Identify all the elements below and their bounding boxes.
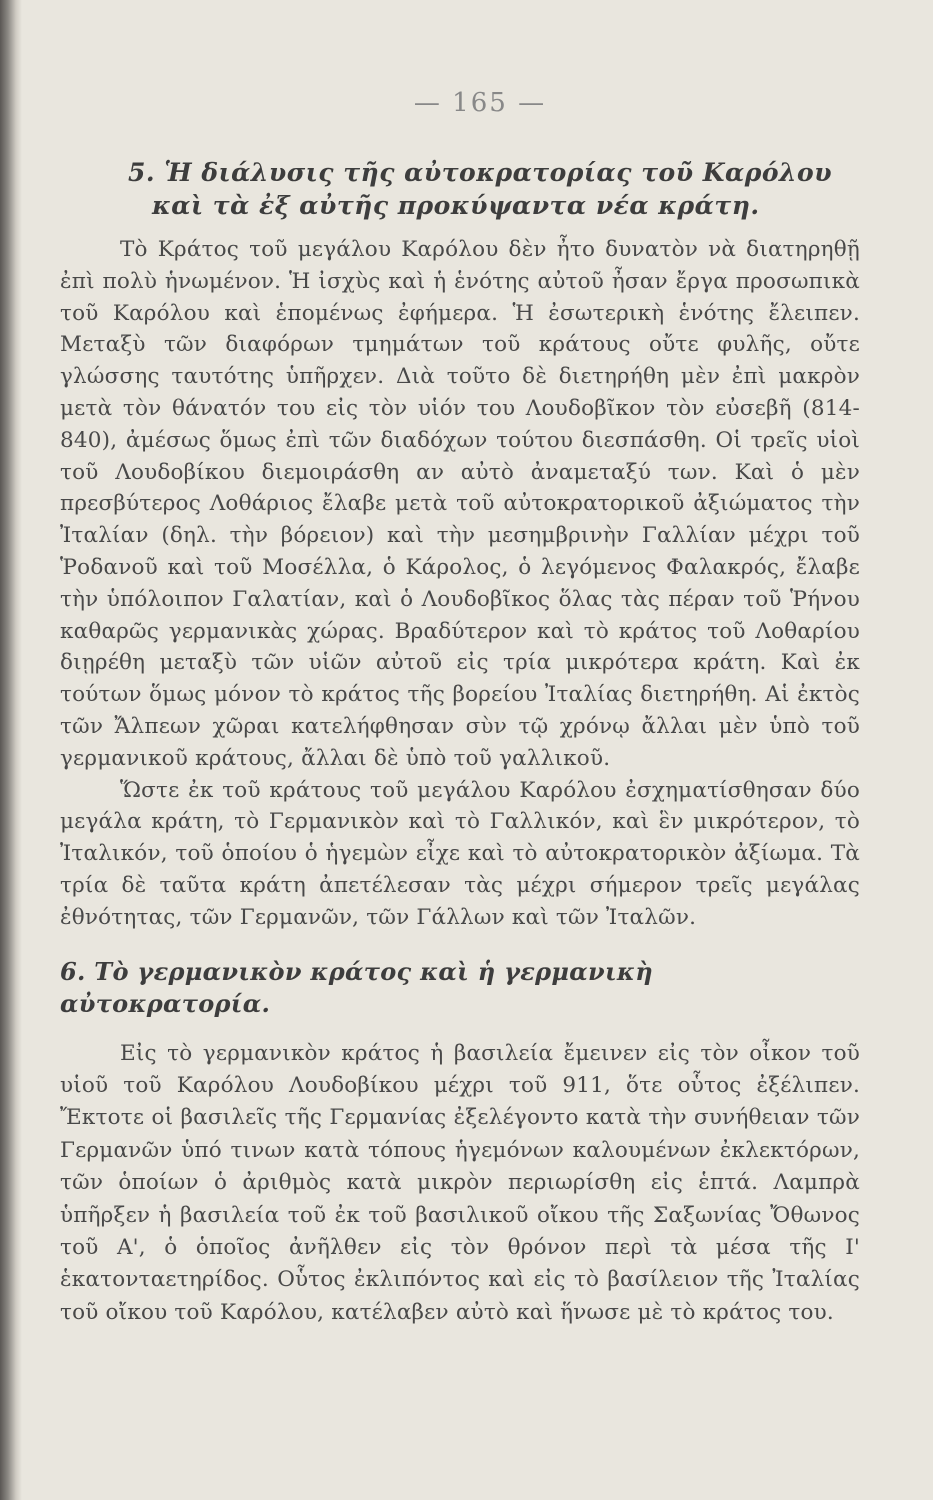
section-5-heading-line-1: 5. Ἡ διάλυσις τῆς αὐτοκρατορίας τοῦ Καρόλου [128, 158, 833, 187]
page-number: — 165 — [413, 88, 547, 118]
section-6 [60, 956, 860, 1330]
section-6-paragraph-1: Εἰς τὸ γερμανικὸν κράτος ἡ βασιλεία ἔμεινεν εἰς τὸν οἶκον τοῦ υἱοῦ τοῦ Καρόλου Λουδοβίκου μέχρι τοῦ 911, ὅτε οὗτος ἐξέλιπεν. Ἔκτοτε οἱ βασιλεῖς τῆς Γερμανίας ἐξελέγοντο κατὰ τὴν συνήθειαν τῶν Γερμανῶν ὑπό τινων κατὰ τόπους ἡγεμόνων καλουμένων ἐκλεκτόρων, τῶν ὁποίων ὁ ἀριθμὸς κατὰ μικρὸν περιωρίσθη εἰς ἑπτά. Λαμπρὰ ὑπῆρξεν ἡ βασιλεία τοῦ ἐκ τοῦ βασιλικοῦ οἴκου τῆς Σαξωνίας Ὄθωνος τοῦ Α', ὁ ὁποῖος ἀνῆλθεν εἰς τὸν θρόνον περὶ τὰ μέσα τῆς Ι' ἑκατονταετηρίδος. Οὗτος ἐκλιπόντος καὶ εἰς τὸ βασίλειον τῆς Ἰταλίας τοῦ οἴκου τοῦ Καρόλου, κατέλαβεν αὐτὸ καὶ ἥνωσε μὲ τὸ κράτος του. [60, 1040, 860, 1325]
section-5-paragraph-2: Ὥστε ἐκ τοῦ κράτους τοῦ μεγάλου Καρόλου ἐσχηματίσθησαν δύο μεγάλα κράτη, τὸ Γερμανικὸν καὶ τὸ Γαλλικόν, καὶ ἓν μικρότερον, τὸ Ἰταλικόν, τοῦ ὁποίου ὁ ἡγεμὼν εἶχε καὶ τὸ αὐτοκρατορικὸν ἀξίωμα. Τὰ τρία δὲ ταῦτα κράτη ἀπετέλεσαν τὰς μέχρι σήμερον τρεῖς μεγάλας ἐθνότητας, τῶν Γερμανῶν, τῶν Γάλλων καὶ τῶν Ἰταλῶν. [60, 777, 860, 930]
book-spine-shadow [0, 0, 22, 1500]
section-5-paragraph-1: Τὸ Κράτος τοῦ μεγάλου Καρόλου δὲν ἦτο δυνατὸν νὰ διατηρηθῇ ἐπὶ πολὺ ἡνωμένον. Ἡ ἰσχὺς καὶ ἡ ἑνότης αὐτοῦ ἦσαν ἔργα προσωπικὰ τοῦ Καρόλου καὶ ἑπομένως ἐφήμερα. Ἡ ἐσωτερικὴ ἑνότης ἔλειπεν. Μεταξὺ τῶν διαφόρων τμημάτων τοῦ κράτους οὔτε φυλῆς, οὔτε γλώσσης ταυτότης ὑπῆρχεν. Διὰ τοῦτο δὲ διετηρήθη μὲν ἐπὶ μακρὸν μετὰ τὸν θάνατόν του εἰς τὸν υἱόν του Λουδοβῖκον τὸν εὐσεβῆ (814-840), ἀμέσως ὅμως ἐπὶ τῶν διαδόχων τούτου διεσπάσθη. Οἱ τρεῖς υἱοὶ τοῦ Λουδοβίκου διεμοιράσθη αν αὐτὸ ἀναμεταξύ των. Καὶ ὁ μὲν πρεσβύτερος Λοθάριος ἔλαβε μετὰ τοῦ αὐτοκρατορικοῦ ἀξιώματος τὴν Ἰταλίαν (δηλ. τὴν βόρειον) καὶ τὴν μεσημβρινὴν Γαλλίαν μέχρι τοῦ Ῥοδανοῦ καὶ τοῦ Μοσέλλα, ὁ Κάρολος, ὁ λεγόμενος Φαλακρός, ἔλαβε τὴν ὑπόλοιπον Γαλατίαν, καὶ ὁ Λουδοβῖκος ὅλας τὰς πέραν τοῦ Ῥήνου καθαρῶς γερμανικὰς χώρας. Βραδύτερον καὶ τὸ κράτος τοῦ Λοθαρίου διῃρέθη μεταξὺ τῶν υἱῶν αὐτοῦ εἰς τρία μικρότερα κράτη. Καὶ ἐκ τούτων ὅμως μόνον τὸ κράτος τῆς βορείου Ἰταλίας διετηρήθη. Αἱ ἐκτὸς τῶν Ἄλπεων χῶραι κατελήφθησαν σὺν τῷ χρόνῳ ἄλλαι μὲν ὑπὸ τοῦ γερμανικοῦ κράτους, ἄλλαι δὲ ὑπὸ τοῦ γαλλικοῦ. [60, 237, 860, 771]
section-5-heading [128, 156, 860, 222]
section-6-heading: 6. Τὸ γερμανικὸν κράτος καὶ ἡ γερμανικὴ αὐτοκρατορία. [60, 956, 653, 1018]
section-5 [60, 156, 860, 934]
section-5-heading-line-2: καὶ τὰ ἐξ αὐτῆς προκύψαντα νέα κράτη. [152, 191, 760, 220]
book-page [60, 88, 860, 1329]
